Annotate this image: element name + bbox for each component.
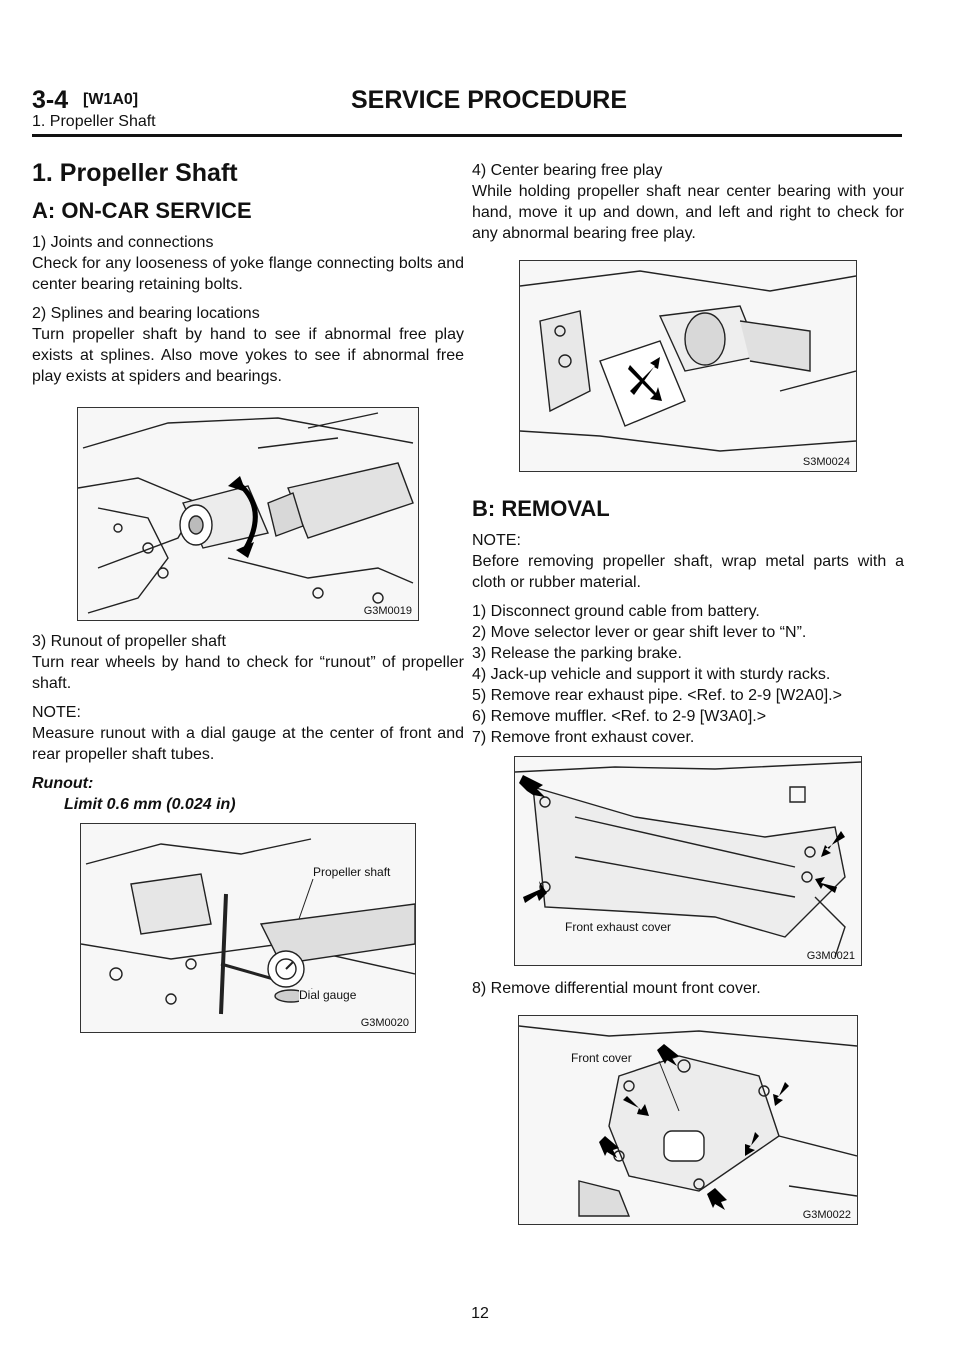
removal-step: 2) Move selector lever or gear shift lever to “N”. [472, 624, 807, 641]
figure-id: G3M0019 [363, 605, 412, 617]
right-column [472, 150, 904, 1235]
label-dial-gauge: Dial gauge [299, 988, 357, 1002]
header-divider [32, 134, 902, 137]
step-center-bearing [472, 160, 904, 244]
label-propeller-shaft: Propeller shaft [313, 865, 391, 879]
removal-steps [472, 601, 904, 748]
step-front-cover: 8) Remove differential mount front cover. [472, 980, 761, 997]
step-title: 1) Joints and connections [32, 234, 214, 251]
figure-id: G3M0022 [802, 1209, 851, 1221]
removal-step: 5) Remove rear exhaust pipe. <Ref. to 2-9 [W2A0].> [472, 687, 842, 704]
figure-id: G3M0021 [806, 950, 855, 962]
page-header [32, 86, 902, 134]
runout-spec [32, 773, 464, 815]
step-runout [32, 631, 464, 694]
removal-step: 1) Disconnect ground cable from battery. [472, 603, 760, 620]
label-front-cover: Front cover [571, 1051, 632, 1065]
page-heading: 1. Propeller Shaft [32, 159, 238, 187]
step-title: 3) Runout of propeller shaft [32, 633, 226, 650]
note-label: NOTE: [472, 532, 521, 549]
center-bearing-illustration [520, 261, 856, 471]
section-subtitle: 1. Propeller Shaft [32, 113, 156, 130]
removal-step: 6) Remove muffler. <Ref. to 2-9 [W3A0].> [472, 708, 767, 725]
figure-id: S3M0024 [802, 456, 850, 468]
figure-center-bearing [519, 260, 857, 472]
note-text: Measure runout with a dial gauge at the center of front and rear propeller shaft tubes. [32, 725, 464, 763]
step-title: 2) Splines and bearing locations [32, 305, 260, 322]
joint-illustration [78, 408, 418, 620]
section-code: [W1A0] [83, 91, 139, 108]
step-title: 4) Center bearing free play [472, 162, 663, 179]
page-number: 12 [471, 1305, 489, 1322]
step-text: Turn propeller shaft by hand to see if abnormal free play exists at splines. Also move yokes to see if abnormal free play exists at spiders and bearings. [32, 326, 464, 385]
section-title: SERVICE PROCEDURE [351, 86, 627, 114]
step-joints [32, 232, 464, 295]
step-text: While holding propeller shaft near center bearing with your hand, move it up and down, and left and right to check for any abnormal bearing free play. [472, 183, 904, 242]
note-label: NOTE: [32, 704, 81, 721]
front-cover-illustration [519, 1016, 857, 1224]
note-runout [32, 702, 464, 765]
removal-step: 3) Release the parking brake. [472, 645, 682, 662]
step-text: Turn rear wheels by hand to check for “runout” of propeller shaft. [32, 654, 464, 692]
step-splines [32, 303, 464, 387]
removal-heading: B: REMOVAL [472, 496, 610, 521]
removal-step: 4) Jack-up vehicle and support it with sturdy racks. [472, 666, 831, 683]
spec-value: Limit 0.6 mm (0.024 in) [64, 796, 236, 813]
figure-front-cover [518, 1015, 858, 1225]
removal-step: 7) Remove front exhaust cover. [472, 729, 695, 746]
left-column [32, 150, 464, 1043]
on-car-service-heading: A: ON-CAR SERVICE [32, 198, 252, 223]
section-number: 3-4 [32, 86, 69, 114]
step-text: Check for any looseness of yoke flange connecting bolts and center bearing retaining bolts. [32, 255, 464, 293]
figure-joint-check [77, 407, 419, 621]
figure-front-exhaust-cover [514, 756, 862, 966]
label-front-exhaust-cover: Front exhaust cover [565, 920, 672, 934]
figure-dial-gauge [80, 823, 416, 1033]
dial-gauge-illustration [81, 824, 415, 1032]
note-text: Before removing propeller shaft, wrap metal parts with a cloth or rubber material. [472, 553, 904, 591]
figure-id: G3M0020 [360, 1017, 409, 1029]
removal-note [472, 530, 904, 593]
spec-label: Runout: [32, 775, 94, 792]
